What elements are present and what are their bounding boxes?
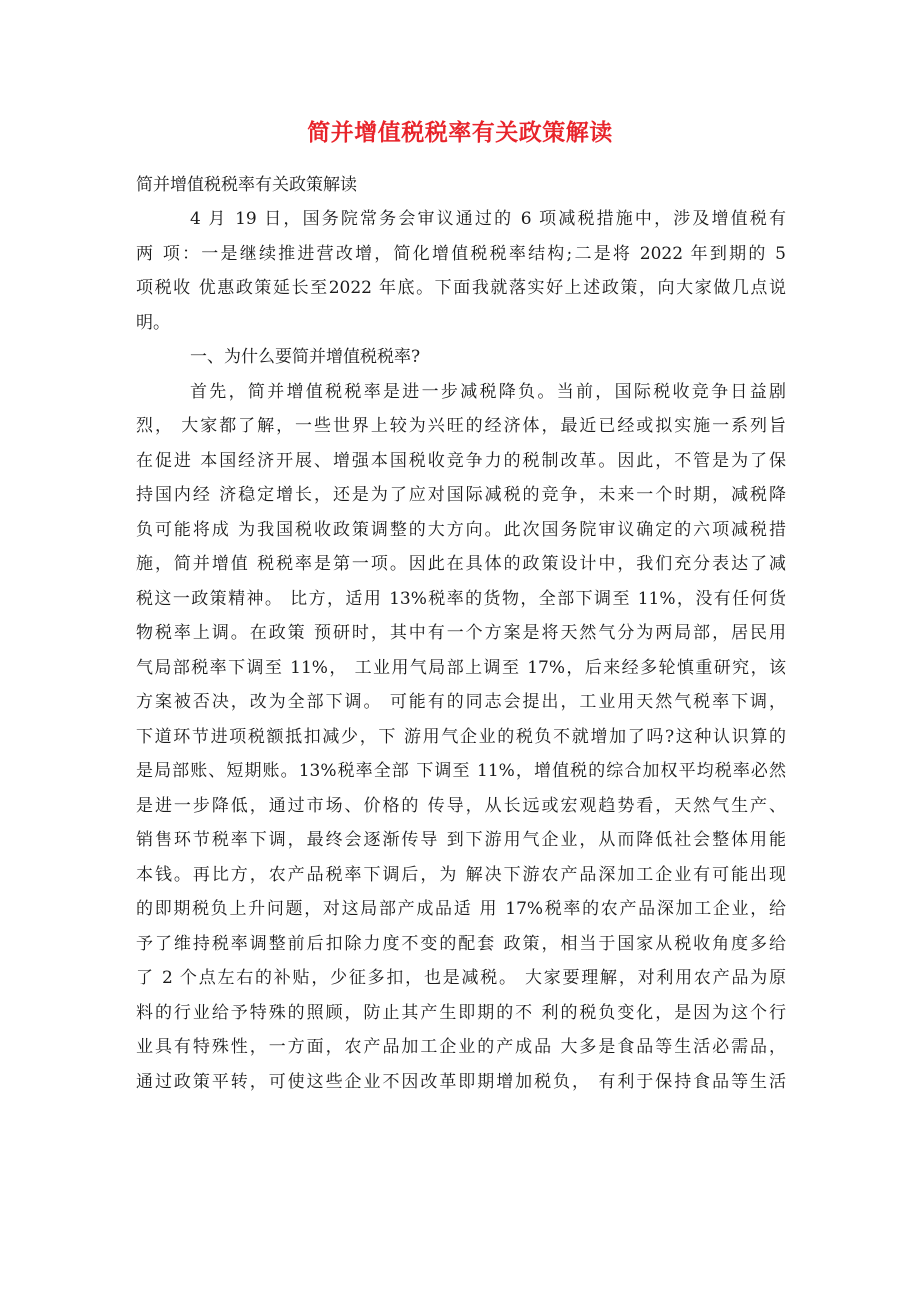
body-line: 一、为什么要简并增值税税率?: [190, 347, 421, 367]
body-line: 项税收 优惠政策延长至2022 年底。下面我就落实好上述政策，向大家做几点说: [136, 278, 786, 298]
body-line: 予了维持税率调整前后扣除力度不变的配套 政策，相当于国家从税收角度多给: [136, 933, 786, 954]
body-line: 的即期税负上升问题，对这局部产成品适 用 17%税率的农产品深加工企业，给: [136, 899, 786, 919]
document-body: [136, 202, 786, 1099]
body-line: 销售环节税率下调，最终会逐渐传导 到下游用气企业，从而降低社会整体用能: [136, 830, 786, 850]
body-line: 4 月 19 日，国务院常务会审议通过的 6 项减税措施中，涉及增值税有: [190, 209, 786, 229]
body-line: 通过政策平转，可使这些企业不因改革即期增加税负， 有利于保持食品等生活: [136, 1071, 786, 1092]
body-line: 施，简并增值 税税率是第一项。因此在具体的政策设计中，我们充分表达了减: [136, 554, 786, 574]
body-line: 税这一政策精神。 比方，适用 13%税率的货物，全部下调至 11%，没有任何货: [136, 588, 786, 609]
body-line: 明。: [136, 312, 170, 333]
body-line: 了 2 个点左右的补贴，少征多扣，也是减税。 大家要理解，对利用农产品为原: [136, 968, 786, 988]
body-line: 下道环节进项税额抵扣减少，下 游用气企业的税负不就增加了吗?这种认识算的: [136, 726, 786, 747]
body-line: 负可能将成 为我国税收政策调整的大方向。此次国务院审议确定的六项减税措: [136, 519, 786, 540]
body-line: 在促进 本国经济开展、增强本国税收竞争力的税制改革。因此，不管是为了保: [136, 450, 786, 471]
body-line: 烈， 大家都了解，一些世界上较为兴旺的经济体，最近已经或拟实施一系列旨: [136, 416, 786, 436]
body-line: 方案被否决，改为全部下调。 可能有的同志会提出，工业用天然气税率下调，: [136, 692, 786, 712]
body-line: 本钱。再比方，农产品税率下调后，为 解决下游农产品深加工企业有可能出现: [136, 864, 786, 885]
body-line: 是局部账、短期账。13%税率全部 下调至 11%，增值税的综合加权平均税率必然: [136, 761, 786, 781]
document-subtitle: 简并增值税税率有关政策解读: [136, 175, 357, 195]
body-line: 持国内经 济稳定增长，还是为了应对国际减税的竞争，未来一个时期，减税降: [136, 485, 786, 505]
body-line: 物税率上调。在政策 预研时，其中有一个方案是将天然气分为两局部，居民用: [136, 623, 786, 643]
document-title: 简并增值税税率有关政策解读: [307, 119, 613, 146]
body-line: 首先，简并增值税税率是进一步减税降负。当前，国际税收竞争日益剧: [190, 381, 786, 402]
body-line: 气局部税率下调至 11%， 工业用气局部上调至 17%，后来经多轮慎重研究，该: [136, 657, 786, 678]
body-line: 是进一步降低，通过市场、价格的 传导，从长远或宏观趋势看，天然气生产、: [136, 795, 786, 816]
body-line: 料的行业给予特殊的照顾，防止其产生即期的不 利的税负变化，是因为这个行: [136, 1002, 786, 1023]
body-line: 两 项：一是继续推进营改增，简化增值税税率结构;二是将 2022 年到期的 5: [136, 243, 786, 264]
body-line: 业具有特殊性，一方面，农产品加工企业的产成品 大多是食品等生活必需品，: [136, 1037, 786, 1057]
